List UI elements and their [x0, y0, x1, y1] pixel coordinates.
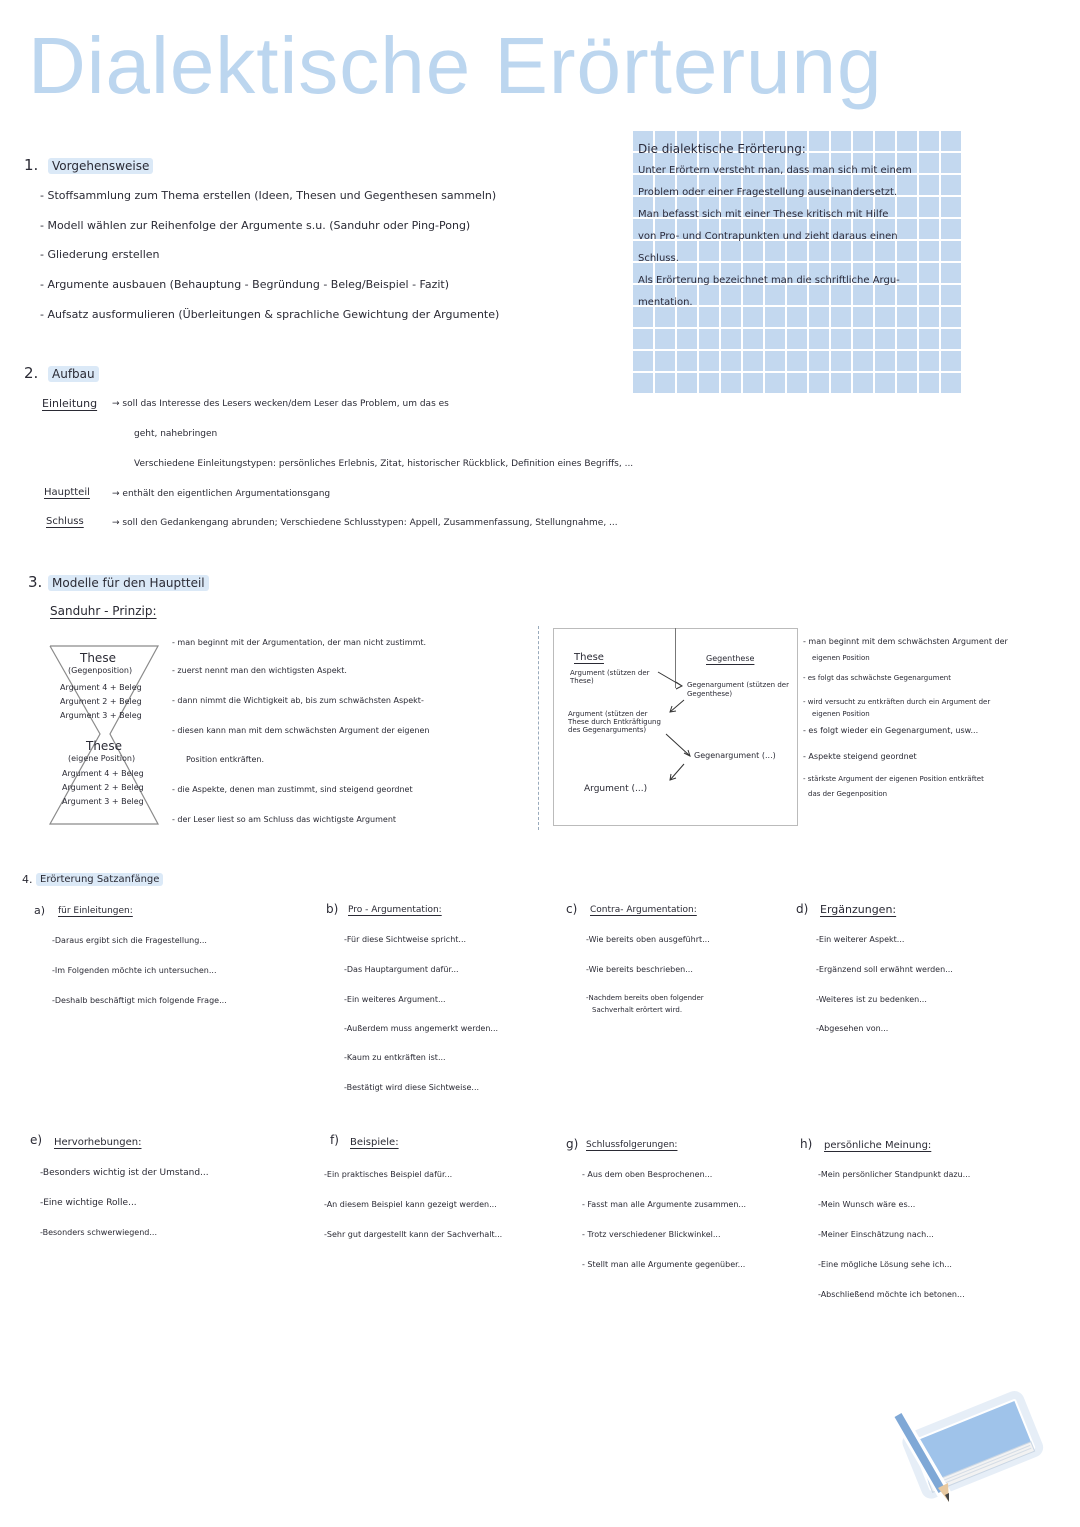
hourglass-arg: Argument 4 + Beleg: [62, 769, 144, 778]
definition-box: [632, 130, 962, 394]
section-number: 4.: [22, 873, 33, 886]
sanduhr-point: - die Aspekte, denen man zustimmt, sind steigend geordnet: [172, 785, 413, 794]
block-letter: g): [566, 1137, 579, 1151]
schluss-label: Schluss: [46, 516, 84, 527]
definition-title: Die dialektische Erörterung:: [638, 142, 806, 156]
block-title: persönliche Meinung:: [824, 1140, 932, 1151]
block-title: Schlussfolgerungen:: [586, 1140, 678, 1150]
sanduhr-point: Position entkräften.: [186, 755, 264, 764]
pingpong-arg: Argument (stützen der These durch Entkräftigung des Gegenarguments): [568, 710, 661, 734]
list-item: -Ergänzend soll erwähnt werden...: [816, 965, 953, 974]
pingpong-point: - man beginnt mit dem schwächsten Argument der: [803, 637, 1008, 646]
section-number: 1.: [24, 156, 39, 174]
list-item: -Mein Wunsch wäre es...: [818, 1200, 916, 1209]
block-letter: h): [800, 1137, 813, 1151]
list-item: -Nachdem bereits oben folgender: [586, 994, 704, 1002]
list-item: -Deshalb beschäftigt mich folgende Frage...: [52, 996, 227, 1005]
definition-line: Schluss.: [638, 253, 679, 264]
list-item: -Kaum zu entkräften ist...: [344, 1053, 446, 1062]
pingpong-gegenarg: Gegenargument (...): [694, 751, 776, 760]
definition-line: Man befasst sich mit einer These kritisch mit Hilfe: [638, 209, 889, 220]
list-item: - Argumente ausbauen (Behauptung - Begründung - Beleg/Beispiel - Fazit): [40, 278, 450, 291]
list-item: -Für diese Sichtweise spricht...: [344, 935, 467, 944]
block-title: für Einleitungen:: [58, 906, 133, 916]
sanduhr-point: - zuerst nennt man den wichtigsten Aspekt.: [172, 666, 347, 675]
definition-line: Problem oder einer Fragestellung auseinandersetzt.: [638, 187, 898, 198]
section-number: 3.: [28, 573, 43, 591]
list-item: -Eine wichtige Rolle...: [40, 1198, 137, 1208]
pingpong-point: eigenen Position: [812, 710, 870, 718]
sanduhr-point: - der Leser liest so am Schluss das wichtigste Argument: [172, 815, 397, 824]
list-item: -Wie bereits beschrieben...: [586, 965, 693, 974]
block-letter: f): [330, 1133, 339, 1147]
section-heading: Aufbau: [48, 366, 99, 382]
pingpong-point: das der Gegenposition: [808, 790, 888, 798]
divider: [538, 626, 539, 830]
hourglass-bottom-title: These: [86, 739, 122, 753]
block-letter: e): [30, 1133, 43, 1147]
hourglass-arg: Argument 2 + Beleg: [60, 697, 142, 706]
sanduhr-label: Sanduhr - Prinzip:: [50, 604, 157, 618]
section-number: 2.: [24, 364, 39, 382]
pingpong-arrows: [640, 660, 700, 790]
list-item: - Aufsatz ausformulieren (Überleitungen & sprachliche Gewichtung der Argumente): [40, 308, 500, 321]
pingpong-gegenthese: Gegenthese: [706, 654, 755, 663]
pingpong-point: - es folgt das schwächste Gegenargument: [803, 674, 951, 682]
definition-line: Als Erörterung bezeichnet man die schriftliche Argu-: [638, 275, 900, 286]
einleitung-types: Verschiedene Einleitungstypen: persönliches Erlebnis, Zitat, historischer Rückblick, Definition eines Begriffs, ...: [134, 459, 634, 469]
hourglass-top-sub: (Gegenposition): [68, 666, 133, 675]
block-letter: d): [796, 902, 809, 916]
list-item: - Aus dem oben Besprochenen...: [582, 1170, 713, 1179]
list-item: -An diesem Beispiel kann gezeigt werden...: [324, 1200, 497, 1209]
pingpong-these: These: [574, 652, 604, 663]
block-letter: b): [326, 902, 339, 916]
list-item: - Stoffsammlung zum Thema erstellen (Ideen, Thesen und Gegenthesen sammeln): [40, 189, 497, 202]
list-item: -Wie bereits oben ausgeführt...: [586, 935, 710, 944]
hourglass-bottom-sub: (eigene Position): [68, 754, 136, 763]
list-item: -Bestätigt wird diese Sichtweise...: [344, 1083, 480, 1092]
hourglass-arg: Argument 2 + Beleg: [62, 783, 144, 792]
pingpong-point: - Aspekte steigend geordnet: [803, 752, 917, 761]
pingpong-arg: Argument (...): [584, 784, 648, 794]
list-item: -Besonders wichtig ist der Umstand...: [40, 1168, 209, 1178]
block-title: Beispiele:: [350, 1137, 399, 1148]
hourglass-top-title: These: [80, 651, 116, 665]
list-item: -Abgesehen von...: [816, 1024, 889, 1033]
list-item: -Daraus ergibt sich die Fragestellung...: [52, 936, 207, 945]
pingpong-point: eigenen Position: [812, 654, 870, 662]
list-item: -Außerdem muss angemerkt werden...: [344, 1024, 499, 1033]
list-item: -Das Hauptargument dafür...: [344, 965, 459, 974]
einleitung-text: geht, nahebringen: [134, 429, 218, 439]
definition-line: mentation.: [638, 297, 693, 308]
list-item: -Ein weiterer Aspekt...: [816, 935, 905, 944]
list-item: -Meiner Einschätzung nach...: [818, 1230, 934, 1239]
sanduhr-point: - man beginnt mit der Argumentation, der man nicht zustimmt.: [172, 638, 427, 647]
pingpong-point: - wird versucht zu entkräften durch ein Argument der: [803, 698, 991, 706]
block-title: Hervorhebungen:: [54, 1137, 142, 1148]
einleitung-text: → soll das Interesse des Lesers wecken/dem Leser das Problem, um das es: [112, 399, 449, 409]
list-item: -Mein persönlicher Standpunkt dazu...: [818, 1170, 971, 1179]
block-letter: a): [34, 904, 46, 917]
definition-line: von Pro- und Contrapunkten und zieht daraus einen: [638, 231, 898, 242]
definition-line: Unter Erörtern versteht man, dass man sich mit einem: [638, 165, 912, 176]
hourglass-arg: Argument 3 + Beleg: [62, 797, 144, 806]
list-item: -Eine mögliche Lösung sehe ich...: [818, 1260, 952, 1269]
list-item: - Fasst man alle Argumente zusammen...: [582, 1200, 747, 1209]
section-heading: Modelle für den Hauptteil: [48, 575, 209, 591]
einleitung-label: Einleitung: [42, 397, 98, 410]
pingpong-arg: Argument (stützen der These): [570, 669, 650, 685]
hourglass-arg: Argument 3 + Beleg: [60, 711, 142, 720]
list-item: -Weiteres ist zu bedenken...: [816, 995, 927, 1004]
sanduhr-point: - diesen kann man mit dem schwächsten Argument der eigenen: [172, 726, 430, 735]
block-title: Contra- Argumentation:: [590, 905, 697, 915]
list-item: -Sehr gut dargestellt kann der Sachverhalt...: [324, 1230, 503, 1239]
section-heading: Vorgehensweise: [48, 158, 153, 174]
hauptteil-label: Hauptteil: [44, 487, 90, 498]
sanduhr-point: - dann nimmt die Wichtigkeit ab, bis zum schwächsten Aspekt-: [172, 696, 424, 705]
list-item: - Gliederung erstellen: [40, 248, 160, 261]
pingpong-point: - es folgt wieder ein Gegenargument, usw...: [803, 726, 979, 735]
hourglass-arg: Argument 4 + Beleg: [60, 683, 142, 692]
list-item: -Besonders schwerwiegend...: [40, 1228, 157, 1237]
list-item: -Im Folgenden möchte ich untersuchen...: [52, 966, 217, 975]
list-item: -Ein weiteres Argument...: [344, 995, 446, 1004]
list-item: - Stellt man alle Argumente gegenüber...: [582, 1260, 746, 1269]
block-title: Ergänzungen:: [820, 903, 897, 916]
hauptteil-text: → enthält den eigentlichen Argumentationsgang: [112, 489, 331, 499]
list-item: Sachverhalt erörtert wird.: [592, 1006, 683, 1014]
book-and-pencil-icon: [880, 1385, 1060, 1515]
schluss-text: → soll den Gedankengang abrunden; Verschiedene Schlusstypen: Appell, Zusammenfassung, Stellungnahme, ...: [112, 518, 618, 528]
block-letter: c): [566, 902, 578, 916]
section-heading: Erörterung Satzanfänge: [36, 873, 163, 886]
pingpong-gegenarg: Gegenargument (stützen der Gegenthese): [687, 681, 789, 698]
list-item: - Modell wählen zur Reihenfolge der Argumente s.u. (Sanduhr oder Ping-Pong): [40, 219, 471, 232]
list-item: -Ein praktisches Beispiel dafür...: [324, 1170, 453, 1179]
page-title: Dialektische Erörterung: [28, 21, 883, 110]
list-item: -Abschließend möchte ich betonen...: [818, 1290, 965, 1299]
block-title: Pro - Argumentation:: [348, 905, 442, 915]
pingpong-point: - stärkste Argument der eigenen Position entkräftet: [803, 775, 984, 783]
list-item: - Trotz verschiedener Blickwinkel...: [582, 1230, 721, 1239]
